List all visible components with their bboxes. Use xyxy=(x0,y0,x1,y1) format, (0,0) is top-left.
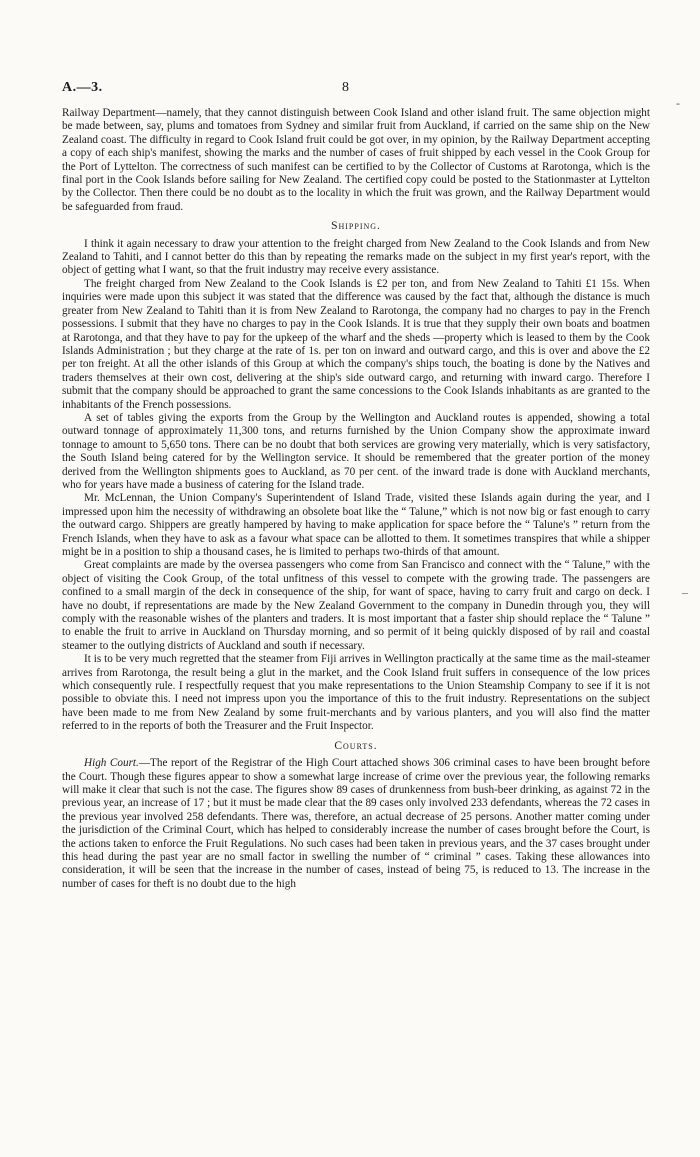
page-header xyxy=(62,80,650,100)
paragraph-railway: Railway Department—namely, that they cannot distinguish between Cook Island and other island fruit. The same objection might be made between, say, plums and tomatoes from Sydney and similar fruit from Auckland, if carried on the same ship on the New Zealand coast. The difficulty in regard to Cook Island fruit could be got over, in my opinion, by the Railway Department accepting a copy of each ship's manifest, showing the marks and the number of cases of fruit shipped by each vessel in the Cook Group for the Port of Lyttelton. The correctness of such manifest can be certified to by the Collector of Customs at Rarotonga, which is the final port in the Cook Islands before sailing for New Zealand. The certified copy could be posted to the Stationmaster at Lyttelton by the Collector. Then there could be no doubt as to the locality in which the fruit was grown, and the Railway Department would be safeguarded from fraud. xyxy=(62,107,650,213)
subheading-high-court: High Court. xyxy=(84,757,139,770)
paragraph-courts-1-text: —The report of the Registrar of the High Court attached shows 306 criminal cases to have been brought before the Court. Though these figures appear to show a somewhat large increase of crime over the previous year, the following remarks will make it clear that such is not the case. The figures show 89 cases of drunkenness from bush-beer drinking, as against 72 in the previous year, an increase of 17 ; but it must be made clear that the 89 cases only involved 233 defendants, whereas the 72 cases in the previous year involved 258 defendants. There was, therefore, an actual decrease of 25 persons. Another matter coming under the jurisdiction of the Criminal Court, which has helped to considerably increase the number of cases brought before the Court, is the actions taken to enforce the Fruit Regulations. No such cases had been taken in previous years, and the 37 cases brought under this head during the past year are no small factor in swelling the number of “ criminal ” cases. Taking these allowances into consideration, it will be seen that the increase in the number of cases, instead of being 75, is reduced to 13. The increase in the number of cases for theft is no doubt due to the high xyxy=(62,757,650,890)
paragraph-shipping-3: A set of tables giving the exports from the Group by the Wellington and Auckland routes is appended, showing a total outward tonnage of approximately 11,300 tons, and returns furnished by the Union Company show the approximate inward tonnage to amount to 5,650 tons. There can be no doubt that both services are growing very materially, which is very satisfactory, the South Island being catered for by the Wellington service. It should be remembered that the greater portion of the money derived from the Wellington shipments goes to Auckland, as 70 per cent. of the inward trade is done with Auckland merchants, who for years have made a business of catering for the Island trade. xyxy=(62,411,650,491)
document-reference: A.—3. xyxy=(62,80,103,95)
margin-mark: ‐ xyxy=(676,96,680,110)
document-body xyxy=(62,107,650,891)
paragraph-shipping-4: Mr. McLennan, the Union Company's Superintendent of Island Trade, visited these Islands again during the year, and I impressed upon him the necessity of withdrawing an obsolete boat like the “ Talune,” which is not now big or fast enough to carry the outward cargo. Shippers are greatly hampered by having to make application for space before the “ Talune's ” return from the French Islands, when they have to ask as a favour what space can be allotted to them. It sometimes transpires that while a shipper might be in a position to ship a thousand cases, he is limited to perhaps two-thirds of that amount. xyxy=(62,492,650,558)
paragraph-courts-1 xyxy=(62,757,650,891)
paragraph-shipping-1: I think it again necessary to draw your attention to the freight charged from New Zealand to the Cook Islands and from New Zealand to Tahiti, and I cannot better do this than by repeating the remarks made on the subject in my first year's report, with the object of getting what I want, so that the fruit industry may receive every assistance. xyxy=(62,237,650,277)
paragraph-shipping-5: Great complaints are made by the oversea passengers who come from San Francisco and connect with the “ Talune,” with the object of visiting the Cook Group, of the total unfitness of this vessel to compete with the growing trade. The passengers are confined to a small margin of the deck in consequence of the ship, for want of space, having to carry fruit and cargo on deck. I have no doubt, if representations are made by the New Zealand Government to the company in Dunedin through you, they will comply with the reasonable wishes of the planters and traders. It is most important that a faster ship should replace the “ Talune ” to enable the fruit to arrive in Auckland on Thursday morning, and so permit of it being quickly disposed of by rail and coastal steamer to the outlying districts of Auckland and south if necessary. xyxy=(62,559,650,652)
heading-shipping: Shipping. xyxy=(331,220,381,233)
page-number: 8 xyxy=(342,80,349,95)
paragraph-shipping-2: The freight charged from New Zealand to the Cook Islands is £2 per ton, and from New Zealand to Tahiti £1 15s. When inquiries were made upon this subject it was stated that the difference was caused by the fact that, although the distance is much greater from New Zealand to Tahiti than it is from New Zealand to Rarotonga, the company had no charges to pay in the French possessions. I submit that they have no charges to pay in the Cook Islands. It is true that they supply their own boats and boatmen at Rarotonga, and that they have to pay for the upkeep of the wharf and the sheds —property which is leased to them by the Cook Islands Administration ; but they charge at the rate of 1s. per ton on inward and outward cargo, and this is over and above the £2 per ton freight. At all the other islands of this Group at which the company's ships touch, the boating is done by the Natives and traders themselves at their own cost, delivering at the ship's side outward cargo, and returning with inward cargo. Therefore I submit that the company should be approached to grant the same concessions to the Cook Islands inhabitants as are granted to the inhabitants of the French possessions. xyxy=(62,277,650,411)
paragraph-shipping-6: It is to be very much regretted that the steamer from Fiji arrives in Wellington practically at the same time as the mail-steamer arrives from Rarotonga, the result being a glut in the market, and the Cook Island fruit suffers in consequence of the low prices which consequently rule. I respectfully request that you make representations to the Union Steamship Company to see if it is not possible to obviate this. I need not impress upon you the importance of this to the fruit industry. Representations on the subject have been made to me from New Zealand by some fruit-merchants and by various planters, and you will also find the matter referred to in the reports of both the Treasurer and the Fruit Inspector. xyxy=(62,653,650,733)
margin-mark: – xyxy=(682,585,688,599)
heading-courts: Courts. xyxy=(334,739,378,752)
